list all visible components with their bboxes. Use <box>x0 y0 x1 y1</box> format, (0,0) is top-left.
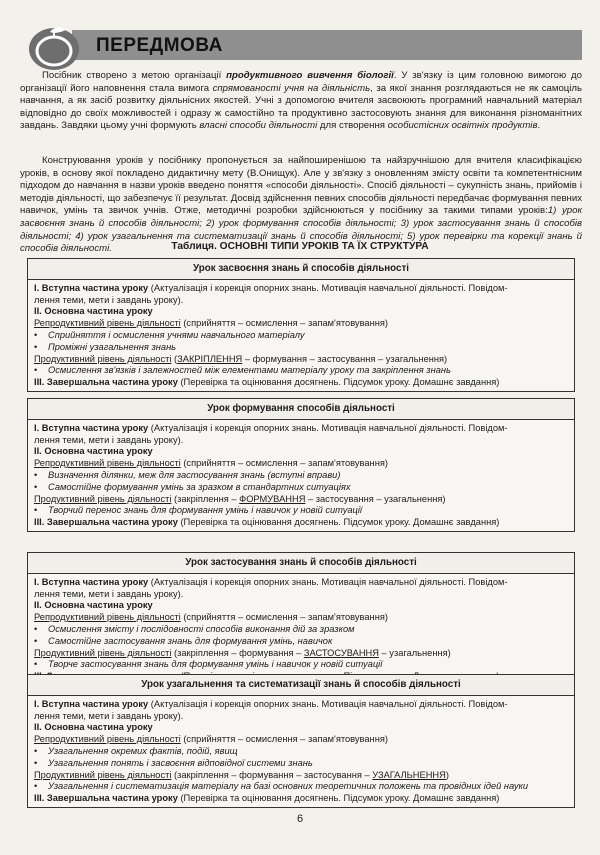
bullet-item <box>34 470 569 482</box>
repro-label: Репродуктивний рівень діяльності <box>34 612 181 623</box>
prod-stage: ЗАКРІПЛЕННЯ <box>177 353 243 364</box>
bullet-icon: • <box>34 481 38 492</box>
paragraph-text: Посібник створено з метою організації <box>42 70 227 81</box>
intro-label: І. Вступна частина уроку <box>34 282 149 293</box>
bullet-icon: • <box>34 341 38 352</box>
repro-line <box>34 458 569 470</box>
repro-stage: ) <box>384 318 388 329</box>
repro-line <box>34 612 569 624</box>
bullet-icon: • <box>34 365 38 376</box>
intro-text: (Актуалізація і корекція опорних знань. Мотивація навчальної діяльності. Повідом- <box>148 282 508 293</box>
bullet-item <box>34 781 569 793</box>
lesson-table <box>27 552 575 686</box>
bullet-text: Творче застосування знань для формування умінь і навичок у новій ситуації <box>48 659 383 670</box>
prod-stage: – формування – застосування – узагальнення) <box>242 353 448 364</box>
lesson-table <box>27 258 575 392</box>
intro-line <box>34 423 569 435</box>
repro-line <box>34 734 569 746</box>
bullet-text: Самостійне застосування знань для формування умінь, навичок <box>48 635 333 646</box>
chapter-header <box>14 18 586 70</box>
bullet-icon: • <box>34 623 38 634</box>
intro-line-cont: лення теми, мети і завдань уроку). <box>34 710 184 721</box>
bullet-icon: • <box>34 781 38 792</box>
prod-line <box>34 494 569 506</box>
prod-stage: – узагальнення) <box>378 647 451 658</box>
repro-label: Репродуктивний рівень діяльності <box>34 734 181 745</box>
bullet-item <box>34 659 569 671</box>
repro-stage: (сприйняття – <box>180 318 246 329</box>
final-label: ІІІ. Завершальна частина уроку <box>34 517 178 528</box>
final-text: (Перевірка та оцінювання досягнень. Підсумок уроку. Домашнє завдання) <box>177 377 500 388</box>
bullet-icon: • <box>34 745 38 756</box>
repro-line <box>34 318 569 330</box>
intro-paragraph-1 <box>20 70 582 133</box>
intro-line-cont: лення теми, мети і завдань уроку). <box>34 588 184 599</box>
prod-stage: ( <box>171 353 178 364</box>
intro-label: І. Вступна частина уроку <box>34 698 149 709</box>
paragraph-text: для створення <box>317 120 388 132</box>
lesson-table-body <box>28 280 574 391</box>
repro-stage: запам'ятовування <box>308 318 385 329</box>
bullet-text: Самостійне формування умінь за зразком в стандартних ситуаціях <box>48 481 351 492</box>
bullet-text: Узагальнення окремих фактів, подій, явищ <box>48 745 238 756</box>
apple-logo-icon <box>28 24 80 70</box>
repro-stage: (сприйняття – осмислення – запам'ятовування) <box>180 458 388 469</box>
intro-line-cont: лення теми, мети і завдань уроку). <box>34 434 184 445</box>
paragraph-text: . У зв'язку із цим головною вимогою до організації його наповнення стала вимога <box>20 70 582 94</box>
bullet-text: Творчий перенос знань для формування умінь і навичок у новій ситуації <box>48 505 362 516</box>
emphasis-text <box>226 70 394 81</box>
italic-text: власні способи діяльності <box>199 120 318 132</box>
bullet-item <box>34 746 569 758</box>
bullet-text: Сприйняття і осмислення учнями навчального матеріалу <box>48 329 305 340</box>
main-label: ІІ. Основна частина уроку <box>34 306 153 317</box>
final-label: ІІІ. Завершальна частина уроку <box>34 793 178 804</box>
lesson-table-title: Урок формування способів діяльності <box>28 399 574 420</box>
lesson-table-title: Урок засвоєння знань й способів діяльності <box>28 259 574 280</box>
lesson-table-title: Урок узагальнення та систематизації знань й способів діяльності <box>28 675 574 696</box>
prod-label: Продуктивний рівень діяльності <box>34 769 172 780</box>
bullet-icon: • <box>34 635 38 646</box>
main-label: ІІ. Основна частина уроку <box>34 600 153 611</box>
repro-stage: (сприйняття – осмислення – запам'ятовування) <box>180 734 388 745</box>
repro-stage: (сприйняття – осмислення – запам'ятовування) <box>180 612 388 623</box>
page-number: 6 <box>296 813 304 825</box>
bullet-item <box>34 505 569 517</box>
intro-text: (Актуалізація і корекція опорних знань. Мотивація навчальної діяльності. Повідом- <box>148 698 508 709</box>
bullet-icon: • <box>34 505 38 516</box>
bullet-text: Визначення ділянки, меж для застосування знань (вступні вправи) <box>48 469 341 480</box>
italic-text: спрямованості учня на діяльність <box>212 82 371 94</box>
lesson-table <box>27 398 575 532</box>
final-text: (Перевірка та оцінювання досягнень. Підсумок уроку. Домашнє завдання) <box>177 793 500 804</box>
prod-stage: (закріплення – формування – застосування – <box>171 769 373 780</box>
bullet-text: Осмислення зв'язків і залежностей між елементами матеріалу уроку та закріплення знань <box>48 365 451 376</box>
lesson-table <box>27 674 575 808</box>
paragraph-text: . <box>537 120 541 132</box>
bullet-icon: • <box>34 659 38 670</box>
prod-label: Продуктивний рівень діяльності <box>34 493 172 504</box>
bullet-text: Узагальнення понять і засвоєння відповідної системи знань <box>48 757 313 768</box>
final-line <box>34 517 569 529</box>
bullet-icon: • <box>34 469 38 480</box>
repro-stage: – <box>297 318 309 329</box>
intro-label: І. Вступна частина уроку <box>34 422 149 433</box>
bullet-item <box>34 342 569 354</box>
prod-stage: (закріплення – формування – <box>171 647 304 658</box>
bullet-item <box>34 758 569 770</box>
prod-label: Продуктивний рівень діяльності <box>34 647 172 658</box>
bullet-text: Проміжні узагальнення знань <box>48 341 177 352</box>
prod-stage: УЗАГАЛЬНЕННЯ <box>372 769 446 780</box>
lesson-table-body <box>28 696 574 807</box>
final-label: ІІІ. Завершальна частина уроку <box>34 377 178 388</box>
repro-label: Репродуктивний рівень діяльності <box>34 318 181 329</box>
prod-stage: ЗАСТОСУВАННЯ <box>303 647 379 658</box>
bullet-icon: • <box>34 757 38 768</box>
bullet-item <box>34 624 569 636</box>
paragraph-text: Конструювання уроків у посібнику пропонується за найпоширенішою та найзручнішою для вчителя класифікацією уроків, в основу якої покладено дидактичну мету (В.Онищук). Але у зв'язку з оновленням змісту освіти та компетентнісним підходом до навчання в назви уроків введено поняття «способи діяльності». Спосіб діяльності – сукупність знань, прийомів і методів діяльності, що забезпечує її результат. Досвід здійснення певних способів діяльності передбачає формування певних навичок, умінь та звичок учнів. Отже, методичні розробки здійснюються у посібнику за такими типами уроків: <box>20 155 582 217</box>
repro-stage: осмислення <box>245 318 298 329</box>
prod-line <box>34 648 569 660</box>
prod-stage: ) <box>445 769 449 780</box>
intro-label: І. Вступна частина уроку <box>34 576 149 587</box>
intro-line <box>34 577 569 589</box>
repro-label: Репродуктивний рівень діяльності <box>34 458 181 469</box>
prod-line <box>34 354 569 366</box>
final-line <box>34 377 569 389</box>
bullet-text: Осмислення змісту і послідовності способів виконання дій за зразком <box>48 623 355 634</box>
lesson-table-body <box>28 574 574 685</box>
intro-text: (Актуалізація і корекція опорних знань. Мотивація навчальної діяльності. Повідом- <box>148 576 508 587</box>
intro-line-cont: лення теми, мети і завдань уроку). <box>34 294 184 305</box>
bullet-item <box>34 482 569 494</box>
bullet-icon: • <box>34 329 38 340</box>
emphasis-italic: продуктивного вивчення біології <box>226 70 394 81</box>
lesson-table-title: Урок застосування знань й способів діяльності <box>28 553 574 574</box>
prod-stage: (закріплення – <box>171 493 240 504</box>
page-title: ПЕРЕДМОВА <box>96 35 223 56</box>
bullet-item <box>34 365 569 377</box>
final-text: (Перевірка та оцінювання досягнень. Підсумок уроку. Домашнє завдання) <box>177 517 500 528</box>
paragraph-text: , за якої знання розглядаються не як самоціль навчання, а як засіб розвитку діяльнісних якостей. Учні з допомогою вчителя засвоюють програмний навчальний матеріал відповідно до своїх можливостей і одразу ж самостійно та продуктивно застосовують знання для виконання різноманітних завдань. Завдяки цьому учні формують <box>20 82 583 132</box>
intro-line <box>34 283 569 295</box>
prod-stage: – застосування – узагальнення) <box>305 493 446 504</box>
bullet-item <box>34 636 569 648</box>
prod-stage: ФОРМУВАННЯ <box>239 493 306 504</box>
intro-text: (Актуалізація і корекція опорних знань. Мотивація навчальної діяльності. Повідом- <box>148 422 508 433</box>
prod-label: Продуктивний рівень діяльності <box>34 353 172 364</box>
table-title: Таблиця. ОСНОВНІ ТИПИ УРОКІВ ТА ЇХ СТРУКТУРА <box>171 241 429 252</box>
main-label: ІІ. Основна частина уроку <box>34 446 153 457</box>
lesson-table-body <box>28 420 574 531</box>
intro-line <box>34 699 569 711</box>
prod-line <box>34 770 569 782</box>
italic-text: 1) урок засвоєння знань й способів діяльності; 2) урок формування способів діяльності; 3) урок застосування знань й способів діяльності; 4) урок узагальнення та систематизації знань й способів діяльності; 5) урок перевірки та корекції знань й способів діяльності. <box>20 205 582 255</box>
final-line <box>34 793 569 805</box>
bullet-text: Узагальнення і систематизація матеріалу на базі основних теоретичних положень та провідних ідей науки <box>48 781 529 792</box>
italic-text: особистісних освітніх продуктів <box>387 120 538 132</box>
main-label: ІІ. Основна частина уроку <box>34 722 153 733</box>
bullet-item <box>34 330 569 342</box>
